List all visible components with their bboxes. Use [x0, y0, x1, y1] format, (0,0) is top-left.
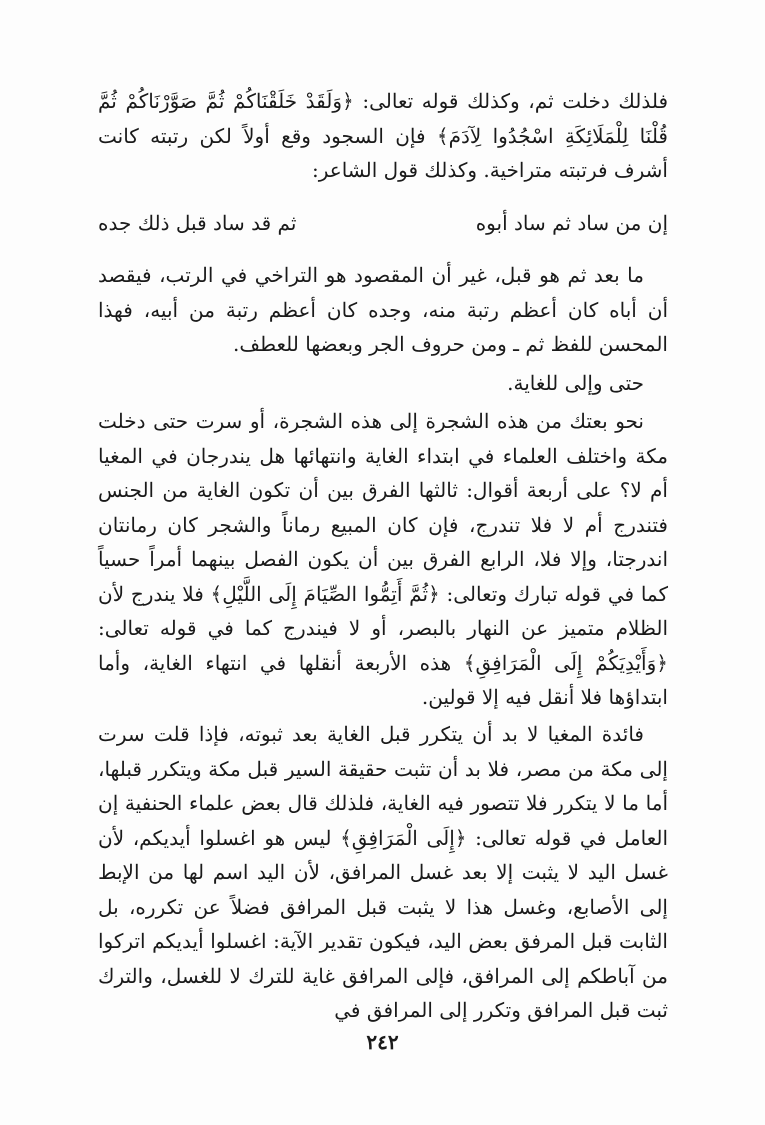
verse-first-hemistich: إن من ساد ثم ساد أبوه	[475, 211, 668, 235]
poetry-verse	[98, 206, 668, 240]
section-heading-hatta-ila: حتى وإلى للغاية.	[507, 371, 644, 395]
paragraph-4: نحو بعتك من هذه الشجرة إلى هذه الشجرة، أو سرت حتى دخلت مكة واختلف العلماء في ابتداء الغاية وانتهائها هل يندرجان في المغيا أم لا؟ على أربعة أقوال: ثالثها الفرق بين أن تكون الغاية من الجنس فتندرج أم لا فلا تندرج، فإن كان المبيع رماناً والشجر كان رمانتان اندرجتا، وإلا فلا، الرابع الفرق بين أن يكون الفصل بينهما أمراً حسياً كما في قوله تبارك وتعالى: ﴿ثُمَّ أَتِمُّوا الصِّيَامَ إِلَى اللَّيْلِ﴾ فلا يندرج لأن الظلام متميز عن النهار بالبصر، أو لا فيندرج كما في قوله تعالى: ﴿وَأَيْدِيَكُمْ إِلَى الْمَرَافِقِ﴾ هذه الأربعة أنقلها في انتهاء الغاية، وأما ابتداؤها فلا أنقل فيه إلا قولين.	[98, 409, 668, 709]
paragraph-5: فائدة المغيا لا بد أن يتكرر قبل الغاية بعد ثبوته، فإذا قلت سرت إلى مكة من مصر، فلا بد أن تثبت حقيقة السير قبل مكة ويتكرر قبلها، أما ما لا يتكرر فلا تتصور فيه الغاية، فلذلك قال بعض علماء الحنفية إن العامل في قوله تعالى: ﴿إِلَى الْمَرَافِقِ﴾ ليس هو اغسلوا أيديكم، لأن غسل اليد لا يثبت إلا بعد غسل المرافق، لأن اليد اسم لها من الإبط إلى الأصابع، وغسل هذا لا يثبت قبل المرافق فضلاً عن تكرره، بل الثابت قبل المرفق بعض اليد، فيكون تقدير الآية: اغسلوا أيديكم اتركوا من آباطكم إلى المرافق، فإلى المرافق غاية للترك لا للغسل، والترك ثبت قبل المرافق وتكرر إلى المرافق في	[98, 722, 668, 1022]
paragraph-1: فلذلك دخلت ثم، وكذلك قوله تعالى: ﴿وَلَقَدْ خَلَقْنَاكُمْ ثُمَّ صَوَّرْنَاكُمْ ثُمَّ قُلْنَا لِلْمَلَائِكَةِ اسْجُدُوا لِآدَمَ﴾ فإن السجود وقع أولاً لكن رتبته كانت أشرف فرتبته متراخية. وكذلك قول الشاعر:	[98, 89, 668, 182]
paragraph-2: ما بعد ثم هو قبل، غير أن المقصود هو التراخي في الرتب، فيقصد أن أباه كان أعظم رتبة منه، وجده كان أعظم رتبة من أبيه، فهذا المحسن للفظ ثم ـ ومن حروف الجر وبعضها للعطف.	[98, 263, 668, 356]
page-number: ٢٤٢	[366, 1030, 399, 1054]
verse-second-hemistich: ثم قد ساد قبل ذلك جده	[98, 211, 297, 235]
